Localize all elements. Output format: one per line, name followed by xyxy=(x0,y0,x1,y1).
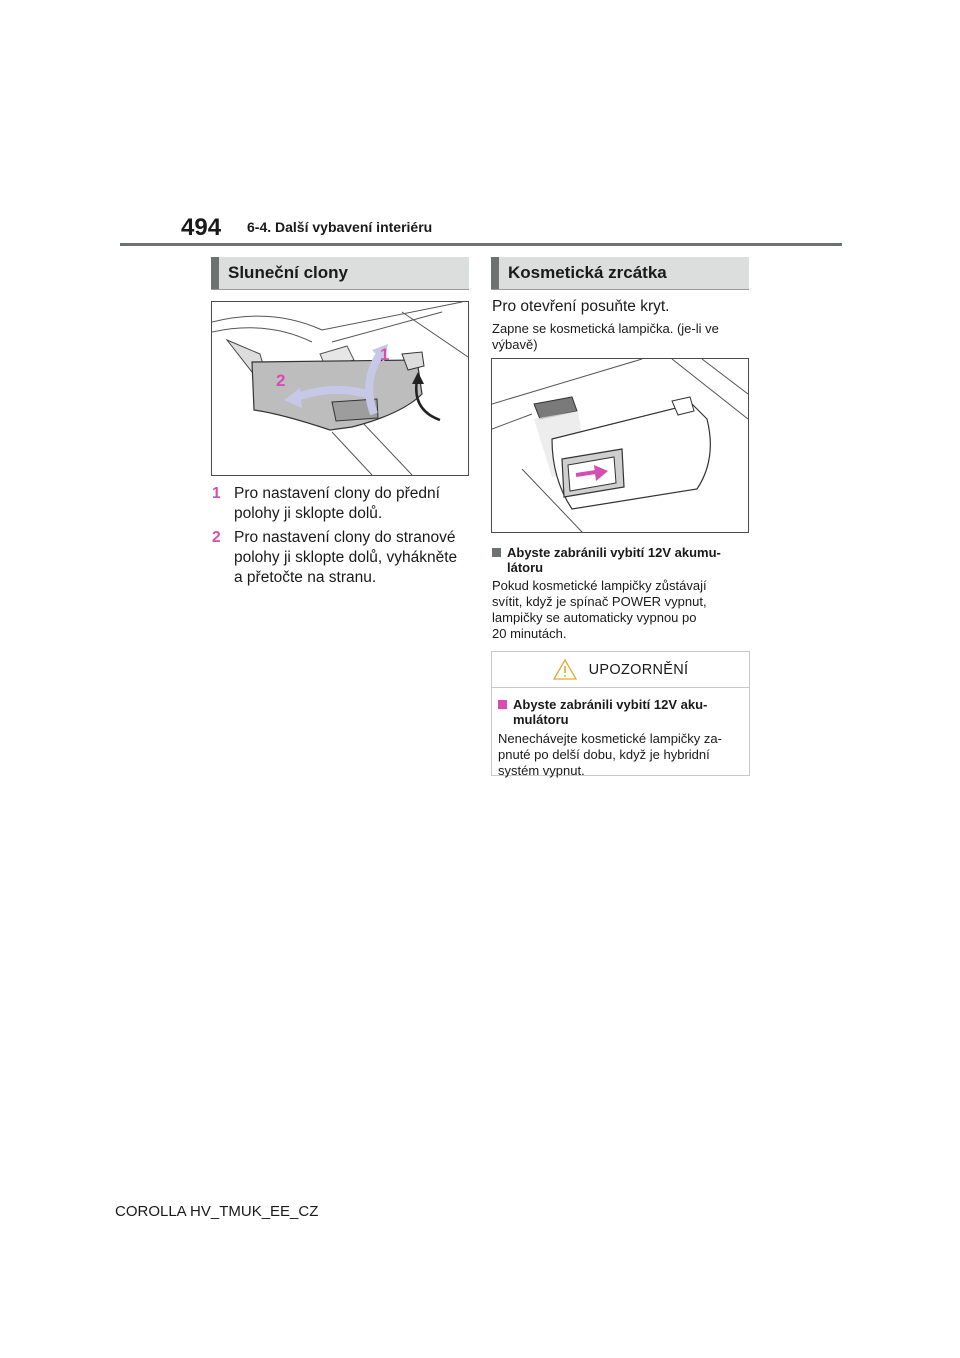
bullet-square-icon xyxy=(498,700,507,709)
header-divider xyxy=(120,243,842,246)
step-item xyxy=(212,528,472,588)
warning-title-bar xyxy=(492,652,749,688)
vanity-mirror-illustration xyxy=(492,359,748,532)
warning-content xyxy=(492,688,749,779)
lamp-note xyxy=(492,321,752,353)
step-text-line: Pro nastavení clony do přední xyxy=(234,485,440,502)
heading-bar xyxy=(491,257,499,289)
battery-note-body xyxy=(492,578,754,642)
step-text-line: a přetočte na stranu. xyxy=(234,569,377,586)
figure-label-2: 2 xyxy=(276,371,286,390)
battery-note-line: lampičky se automaticky vypnou po xyxy=(492,610,697,625)
battery-note-line: 20 minutách. xyxy=(492,626,567,641)
step-text-line: Pro nastavení clony do stranové xyxy=(234,529,456,546)
warning-line: Nenechávejte kosmetické lampičky za- xyxy=(498,731,722,746)
sun-visors-heading xyxy=(211,257,469,290)
footer-model-code: COROLLA HV_TMUK_EE_CZ xyxy=(115,1203,319,1220)
step-text-line: polohy ji sklopte dolů. xyxy=(234,505,383,522)
battery-note-line: svítit, když je spínač POWER vypnut, xyxy=(492,594,707,609)
vanity-mirrors-title: Kosmetická zrcátka xyxy=(508,263,667,282)
warning-heading-line: mulátoru xyxy=(513,712,569,727)
sun-visor-illustration xyxy=(212,302,468,475)
warning-box xyxy=(491,651,750,776)
battery-note-heading-line: látoru xyxy=(507,560,544,575)
figure-label-1: 1 xyxy=(380,345,390,364)
battery-note-heading xyxy=(492,545,754,575)
battery-note-line: Pokud kosmetické lampičky zůstávají xyxy=(492,578,707,593)
vanity-mirrors-heading xyxy=(491,257,749,290)
warning-title: UPOZORNĚNÍ xyxy=(588,661,689,678)
page-number: 494 xyxy=(181,214,222,241)
bullet-square-icon xyxy=(492,548,501,557)
lamp-note-line: výbavě) xyxy=(492,337,538,352)
warning-line: pnuté po delší dobu, když je hybridní xyxy=(498,747,710,762)
step-number: 1 xyxy=(212,485,221,502)
sun-visors-title: Sluneční clony xyxy=(228,263,348,282)
warning-heading xyxy=(498,697,743,727)
sun-visor-figure xyxy=(211,301,469,476)
section-title: 6-4. Další vybavení interiéru xyxy=(247,219,433,235)
warning-line: systém vypnut. xyxy=(498,763,585,778)
battery-note xyxy=(492,545,754,642)
lamp-note-line: Zapne se kosmetická lampička. (je-li ve xyxy=(492,321,719,336)
vanity-mirror-figure xyxy=(491,358,749,533)
warning-triangle-icon xyxy=(553,659,577,680)
heading-bar xyxy=(211,257,219,289)
warning-body xyxy=(498,731,743,779)
vanity-intro: Pro otevření posuňte kryt. xyxy=(492,298,670,315)
step-number: 2 xyxy=(212,529,221,546)
step-item xyxy=(212,484,472,524)
step-list xyxy=(212,484,472,588)
battery-note-heading-line: Abyste zabránili vybití 12V akumu- xyxy=(507,545,721,560)
step-text-line: polohy ji sklopte dolů, vyhákněte xyxy=(234,549,458,566)
warning-heading-line: Abyste zabránili vybití 12V aku- xyxy=(513,697,708,712)
